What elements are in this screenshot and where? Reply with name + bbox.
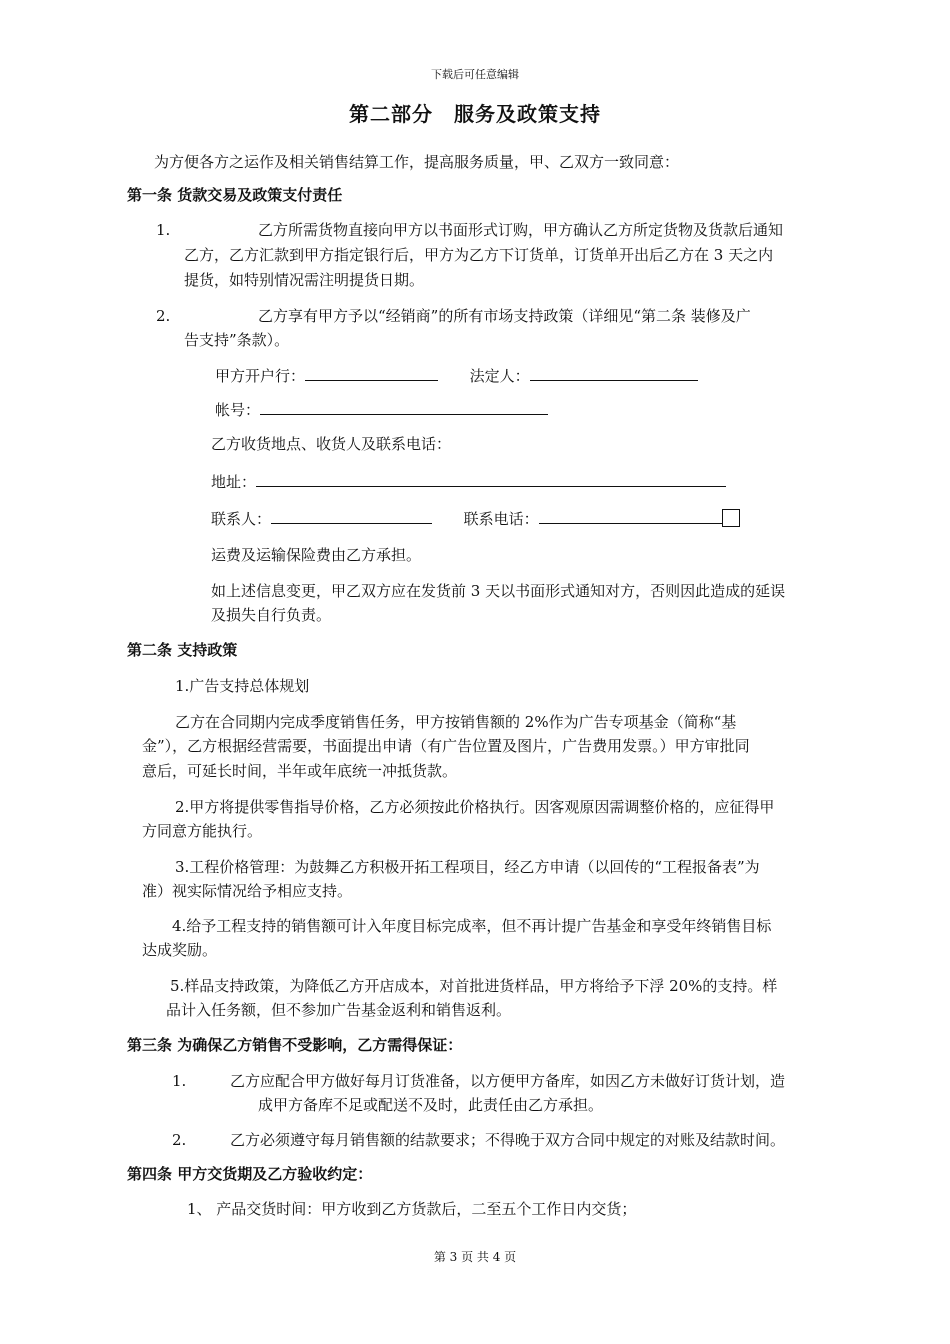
article-3-item-1-line-2: 成甲方备库不足或配送不及时，此责任由乙方承担。 — [258, 1096, 604, 1114]
contact-row — [211, 507, 740, 531]
project-sales-line-1: 4.给予工程支持的销售额可计入年度目标完成率，但不再计提广告基金和享受年终销售目标 — [172, 917, 772, 935]
page-header: 下载后可任意编辑 — [431, 68, 519, 81]
article-1-item-2-number: 2. — [156, 307, 171, 325]
contact-label: 联系人： — [211, 510, 272, 528]
bank-label: 甲方开户行： — [215, 367, 306, 385]
article-3-item-1-number: 1. — [172, 1072, 187, 1090]
article-3-heading: 第三条 为确保乙方销售不受影响，乙方需得保证： — [127, 1036, 463, 1054]
price-guide-line-2: 方同意方能执行。 — [142, 822, 263, 840]
ad-support-line-1: 乙方在合同期内完成季度销售任务，甲方按销售额的 2%作为广告专项基金（简称“基 — [175, 713, 737, 731]
legal-person-blank-line[interactable] — [530, 365, 698, 381]
sample-policy-line-1: 5.样品支持政策，为降低乙方开店成本，对首批进货样品，甲方将给予下浮 20%的支持。样 — [170, 977, 778, 995]
account-row — [215, 398, 548, 422]
page-title: 第二部分 服务及政策支持 — [349, 102, 601, 126]
article-4-item-1: 1、 产品交货时间：甲方收到乙方货款后，二至五个工作日内交货； — [187, 1200, 637, 1218]
sample-policy-line-2: 品计入任务额，但不参加广告基金返利和销售返利。 — [166, 1001, 512, 1019]
change-notice-line-1: 如上述信息变更，甲乙双方应在发货前 3 天以书面形式通知对方，否则因此造成的延误 — [211, 582, 786, 600]
receiving-info-title: 乙方收货地点、收货人及联系电话： — [211, 435, 452, 453]
bank-row — [215, 364, 698, 388]
intro-paragraph: 为方便各方之运作及相关销售结算工作，提高服务质量，甲、乙双方一致同意： — [154, 153, 680, 171]
article-1-item-2-line-1: 乙方享有甲方予以“经销商”的所有市场支持政策（详细见“第二条 装修及广 — [258, 307, 751, 325]
project-price-line-1: 3.工程价格管理：为鼓舞乙方积极开拓工程项目，经乙方申请（以回传的“工程报备表”为 — [175, 858, 760, 876]
article-1-heading: 第一条 货款交易及政策支付责任 — [127, 186, 343, 204]
freight-note: 运费及运输保险费由乙方承担。 — [211, 546, 422, 564]
article-3-item-1-line-1: 乙方应配合甲方做好每月订货准备，以方便甲方备库，如因乙方未做好订货计划，造 — [230, 1072, 786, 1090]
article-1-item-1-line-1: 乙方所需货物直接向甲方以书面形式订购，甲方确认乙方所定货物及货款后通知 — [258, 221, 784, 239]
article-4-heading: 第四条 甲方交货期及乙方验收约定： — [127, 1165, 373, 1183]
address-blank-line[interactable] — [256, 471, 726, 487]
phone-label: 联系电话： — [463, 510, 539, 528]
article-2-heading: 第二条 支持政策 — [127, 641, 238, 659]
phone-blank-line[interactable] — [539, 508, 722, 524]
address-row — [211, 470, 726, 494]
article-3-item-2-line-1: 乙方必须遵守每月销售额的结款要求；不得晚于双方合同中规定的对账及结款时间。 — [230, 1131, 786, 1149]
bank-blank-line[interactable] — [305, 365, 438, 381]
project-sales-line-2: 达成奖励。 — [142, 941, 218, 959]
address-label: 地址： — [211, 473, 257, 491]
article-1-item-1-line-2: 乙方，乙方汇款到甲方指定银行后，甲方为乙方下订货单，订货单开出后乙方在 3 天之内 — [184, 246, 774, 264]
ad-support-line-2: 金”），乙方根据经营需要，书面提出申请（有广告位置及图片，广告费用发票。）甲方审批同 — [142, 737, 750, 755]
article-1-item-2-line-2: 告支持”条款）。 — [184, 331, 290, 349]
change-notice-line-2: 及损失自行负责。 — [211, 606, 332, 624]
contact-blank-line[interactable] — [271, 508, 432, 524]
article-1-item-1-number: 1. — [156, 221, 171, 239]
ad-support-line-3: 意后，可延长时间，半年或年底统一冲抵货款。 — [142, 762, 458, 780]
legal-person-label: 法定人： — [469, 367, 530, 385]
page-footer: 第 3 页 共 4 页 — [433, 1250, 517, 1264]
price-guide-line-1: 2.甲方将提供零售指导价格，乙方必须按此价格执行。因客观原因需调整价格的，应征得甲 — [175, 798, 775, 816]
ad-support-title: 1.广告支持总体规划 — [175, 677, 310, 695]
article-1-item-1-line-3: 提货，如特别情况需注明提货日期。 — [184, 271, 425, 289]
project-price-line-2: 准）视实际情况给予相应支持。 — [142, 882, 353, 900]
article-3-item-2-number: 2. — [172, 1131, 187, 1149]
checkbox[interactable] — [722, 509, 740, 527]
account-blank-line[interactable] — [260, 399, 548, 415]
account-label: 帐号： — [215, 401, 261, 419]
